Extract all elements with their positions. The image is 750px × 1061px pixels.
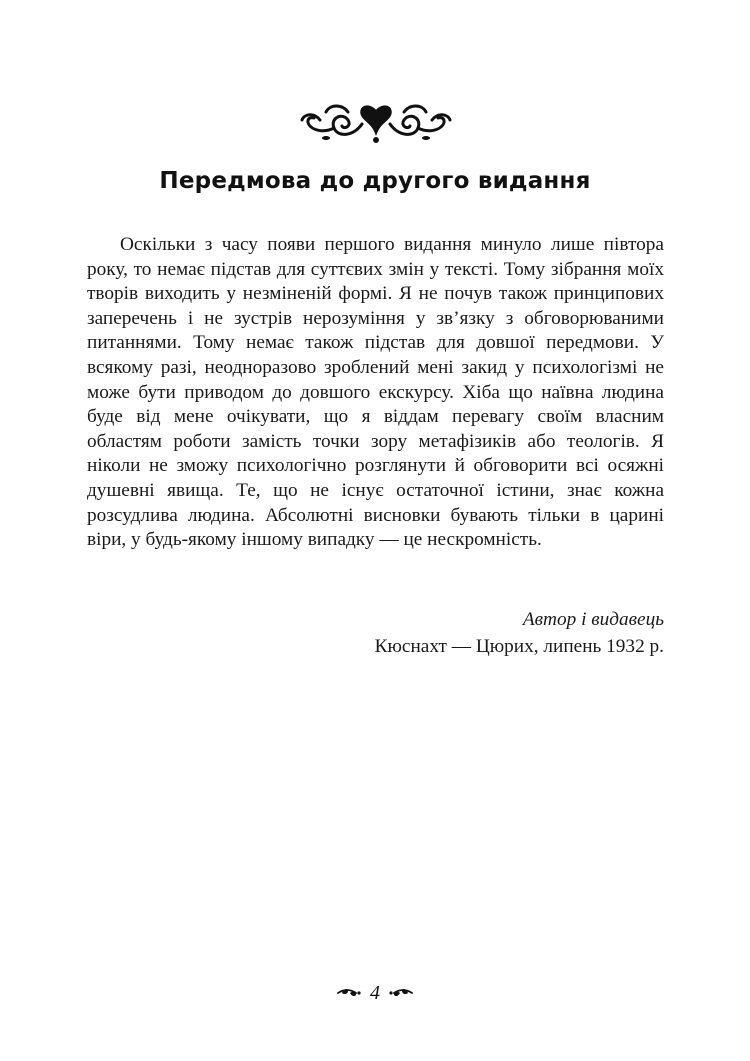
floral-ornament-icon: [296, 98, 456, 148]
page-title: Передмова до другого видання: [159, 168, 591, 194]
place-date: Кюснахт — Цюрих, липень 1932 р.: [374, 636, 664, 657]
leaf-flourish-right-icon: [388, 986, 414, 1000]
author-signature: Автор і видавець: [522, 609, 664, 630]
page-number: 4: [370, 981, 380, 1004]
body-paragraph: Оскільки з часу появи першого видання минуло лише півтора року, то немає підстав для суттєвих змін у тексті. Тому зібрання моїх творів виходить у незміненій формі. Я не почув також принципових заперечень і не зустрів нерозуміння у зв’язку з обговорюваними питаннями. Тому немає також підстав для довшої передмови. У всякому разі, неодноразово зроблений мені закид у психологізмі не може бути приводом до довшого екскурсу. Хіба що наївна людина буде від мене очікувати, що я віддам перевагу своїм власним областям роботи замість точки зору метафізиків або теологів. Я ніколи не зможу психологічно розглянути й обговорити всі осяжні душевні явища. Те, що не існує остаточної істини, знає кожна розсудлива людина. Абсолютні висновки бувають тільки в царині віри, у будь-якому іншому випадку — це нескромність.: [87, 234, 664, 551]
leaf-flourish-left-icon: [336, 986, 362, 1000]
page-footer: [0, 981, 750, 1005]
